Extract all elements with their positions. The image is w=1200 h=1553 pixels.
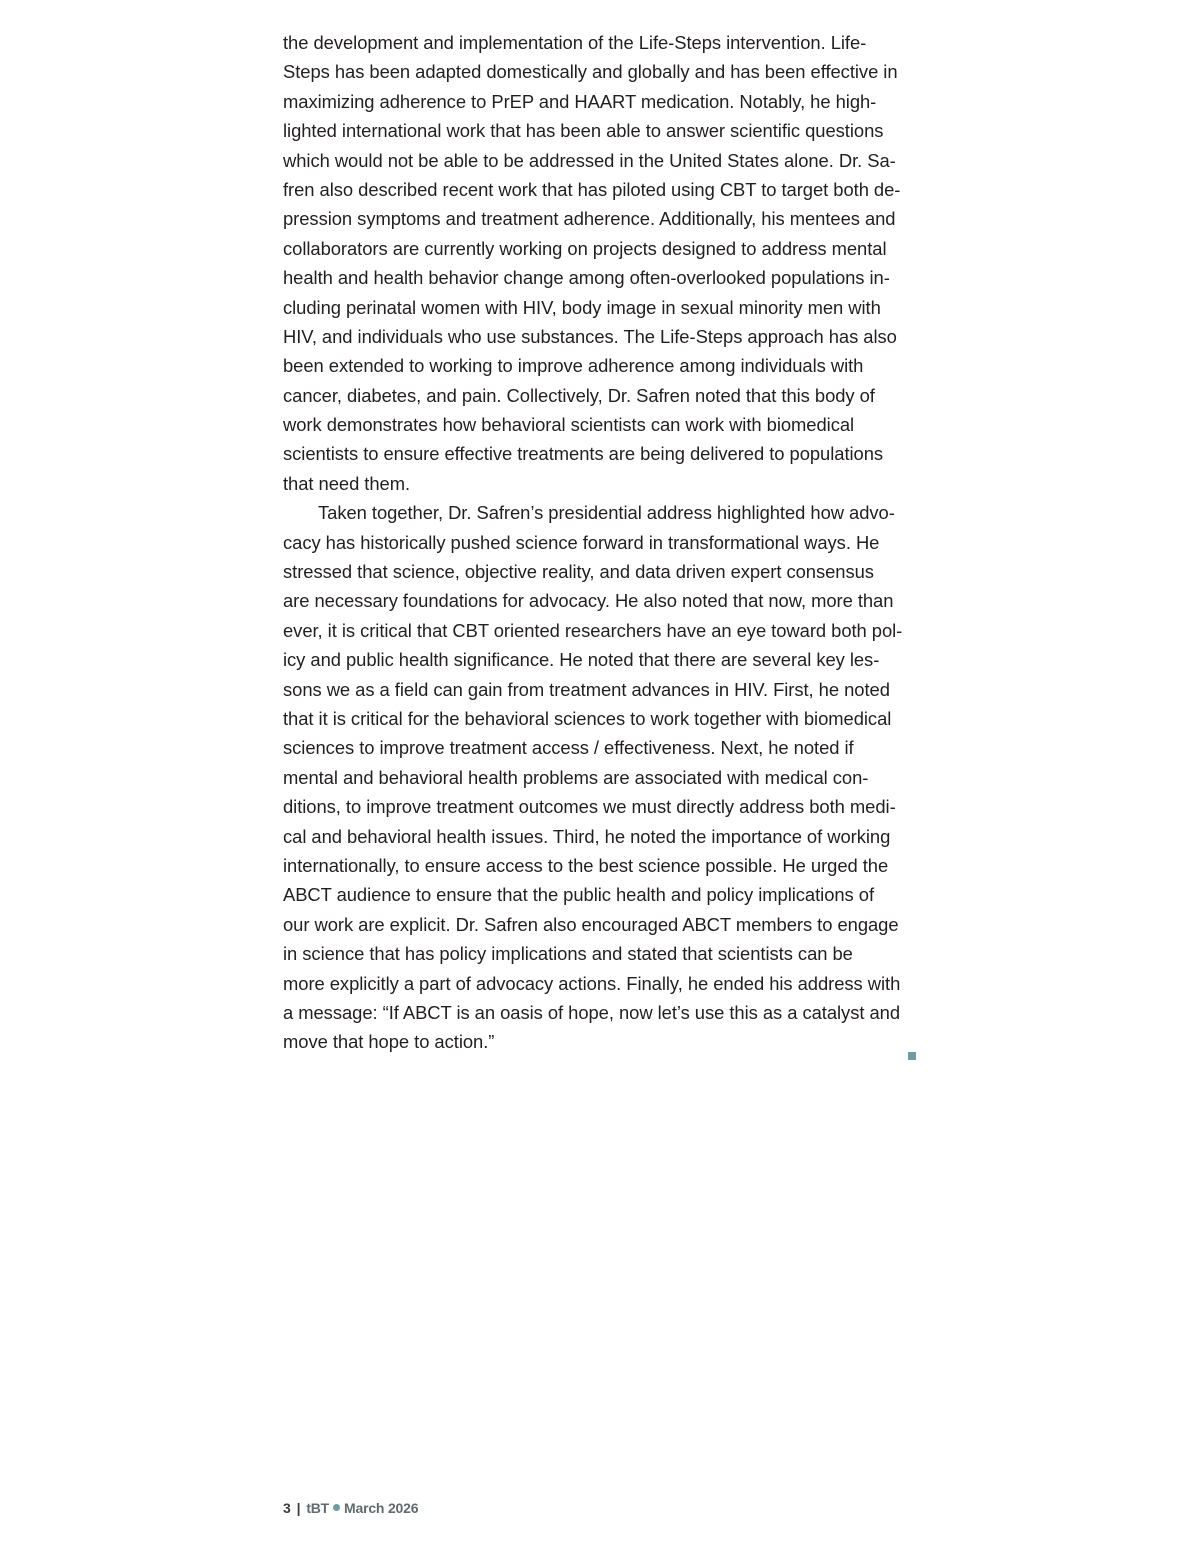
text-line: collaborators are currently working on projects designed to address mental xyxy=(283,237,887,259)
paragraph-2 xyxy=(283,498,919,1056)
page-footer xyxy=(283,1500,418,1516)
text-line: been extended to working to improve adherence among individuals with xyxy=(283,355,864,377)
text-line: pression symptoms and treatment adherence. Additionally, his mentees and xyxy=(283,208,896,230)
text-line: ABCT audience to ensure that the public health and policy implications of xyxy=(283,884,875,906)
text-line: sons we as a field can gain from treatment advances in HIV. First, he noted xyxy=(283,678,890,700)
footer-separator: | xyxy=(296,1500,301,1516)
text-line: scientists to ensure effective treatments are being delivered to populations xyxy=(283,443,884,465)
text-line: fren also described recent work that has piloted using CBT to target both de- xyxy=(283,178,901,200)
text-line: are necessary foundations for advocacy. He also noted that now, more than xyxy=(283,590,894,612)
text-line: cacy has historically pushed science forward in transformational ways. He xyxy=(283,531,880,553)
text-line: health and health behavior change among often-overlooked populations in- xyxy=(283,267,890,289)
text-line: move that hope to action.” xyxy=(283,1031,495,1053)
text-line: that need them. xyxy=(283,472,411,494)
text-line: in science that has policy implications and stated that scientists can be xyxy=(283,943,853,965)
text-line: a message: “If ABCT is an oasis of hope, now let’s use this as a catalyst and xyxy=(283,1001,900,1023)
end-of-article-square-icon xyxy=(908,1052,916,1060)
text-line: cal and behavioral health issues. Third, he noted the importance of working xyxy=(283,825,891,847)
text-line: stressed that science, objective reality, and data driven expert consensus xyxy=(283,561,874,583)
bullet-dot-icon xyxy=(333,1504,340,1511)
text-line: lighted international work that has been able to answer scientific questions xyxy=(283,120,884,142)
text-line: our work are explicit. Dr. Safren also encouraged ABCT members to engage xyxy=(283,913,899,935)
text-line: maximizing adherence to PrEP and HAART medication. Notably, he high- xyxy=(283,90,877,112)
text-line: Taken together, Dr. Safren’s presidential address highlighted how advo- xyxy=(318,502,895,524)
issue-date: March 2026 xyxy=(344,1500,419,1516)
article-body xyxy=(283,28,919,1057)
text-line: Steps has been adapted domestically and globally and has been effective in xyxy=(283,61,898,83)
text-line: that it is critical for the behavioral sciences to work together with biomedical xyxy=(283,707,892,729)
text-line: cancer, diabetes, and pain. Collectively, Dr. Safren noted that this body of xyxy=(283,384,875,406)
text-line: ever, it is critical that CBT oriented researchers have an eye toward both pol- xyxy=(283,619,903,641)
publication-name: tBT xyxy=(306,1500,330,1516)
paragraph-1 xyxy=(283,28,919,498)
text-line: more explicitly a part of advocacy actions. Finally, he ended his address with xyxy=(283,972,901,994)
text-line: ditions, to improve treatment outcomes we must directly address both medi- xyxy=(283,796,896,818)
text-line: cluding perinatal women with HIV, body image in sexual minority men with xyxy=(283,296,881,318)
text-line: which would not be able to be addressed in the United States alone. Dr. Sa- xyxy=(283,149,896,171)
page-number: 3 xyxy=(283,1500,291,1516)
text-line: internationally, to ensure access to the best science possible. He urged the xyxy=(283,854,889,876)
text-line: sciences to improve treatment access / effectiveness. Next, he noted if xyxy=(283,737,854,759)
text-line: HIV, and individuals who use substances. The Life-Steps approach has also xyxy=(283,325,897,347)
text-line: icy and public health significance. He noted that there are several key les- xyxy=(283,649,880,671)
text-line: mental and behavioral health problems are associated with medical con- xyxy=(283,766,869,788)
text-line: work demonstrates how behavioral scientists can work with biomedical xyxy=(283,414,855,436)
text-line: the development and implementation of the Life-Steps intervention. Life- xyxy=(283,32,867,53)
